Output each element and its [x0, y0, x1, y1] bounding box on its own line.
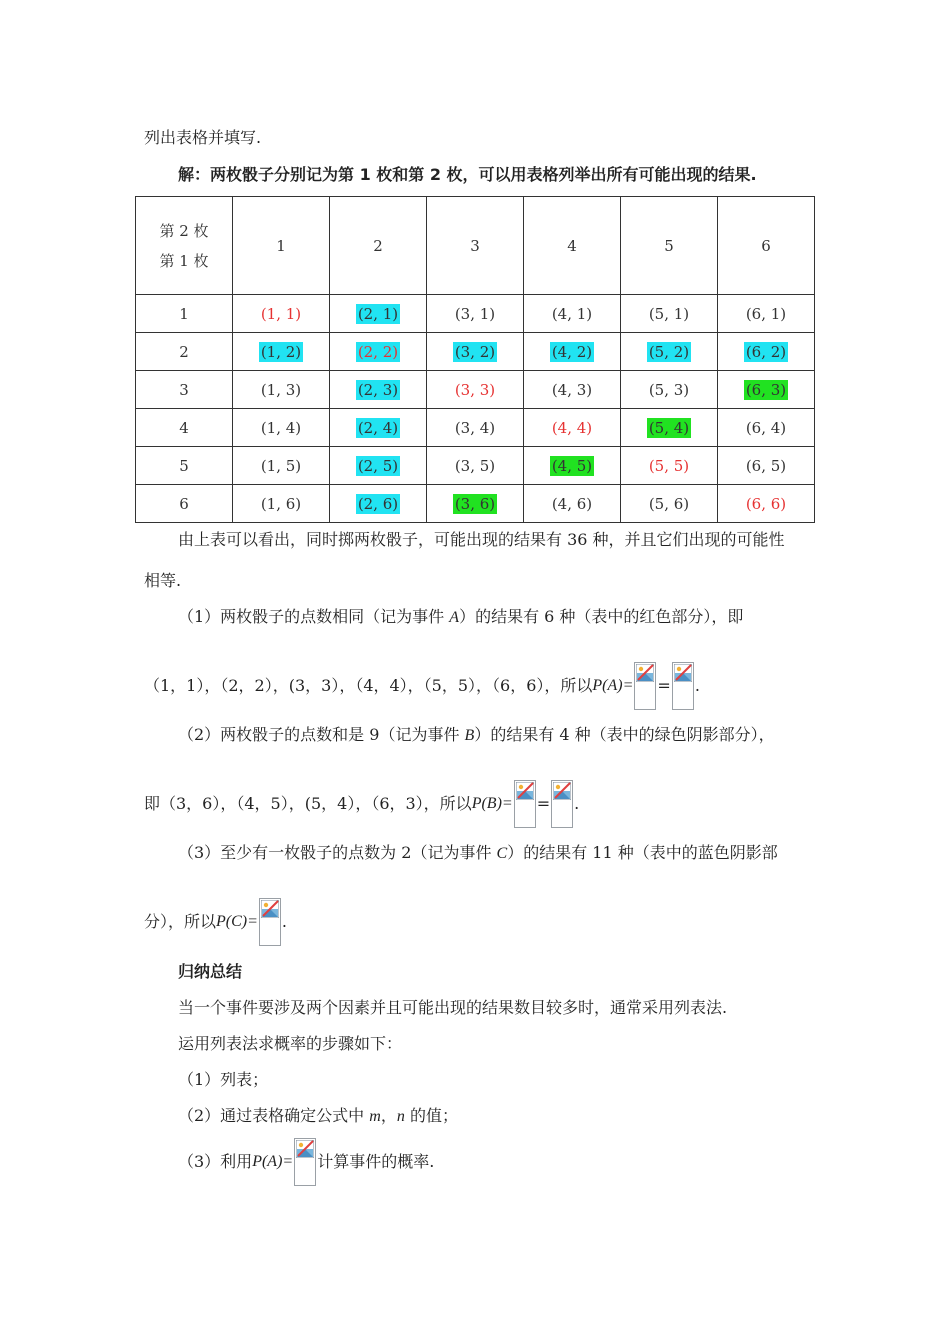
table-cell: (1, 5)	[233, 447, 330, 485]
outcome-cyan: (2, 4)	[357, 418, 399, 437]
q3-text-b: ）的结果有 11 种（表中的蓝色阴影部	[507, 843, 778, 862]
q3-event-var: C	[496, 845, 508, 862]
summary-text-1: 当一个事件要涉及两个因素并且可能出现的结果数目较多时，通常采用列表法.	[178, 998, 728, 1017]
row-header: 2	[136, 333, 233, 371]
table-row	[136, 295, 815, 333]
table-cell	[330, 485, 427, 523]
outcome-cyan: (2, 1)	[357, 304, 399, 323]
row-header: 3	[136, 371, 233, 409]
fraction-image-icon	[672, 662, 694, 710]
outcome-cyan-red: (2, 2)	[357, 342, 399, 361]
outcome-cyan: (5, 2)	[648, 342, 690, 361]
table-cell	[427, 371, 524, 409]
table-cell: (3, 1)	[427, 295, 524, 333]
outcome-cyan: (4, 2)	[551, 342, 593, 361]
table-cell: (1, 3)	[233, 371, 330, 409]
q2-outcomes-text: 即（3，6），（4，5），(5，4），（6，3），所以	[144, 794, 472, 813]
table-cell: (4, 3)	[524, 371, 621, 409]
step-2-text-a: （2）通过表格确定公式中	[178, 1106, 370, 1125]
table-cell	[330, 371, 427, 409]
outcome-cyan: (1, 2)	[260, 342, 302, 361]
row-header: 6	[136, 485, 233, 523]
q1-text-a: （1）两枚骰子的点数相同（记为事件	[178, 607, 450, 626]
var-m: m	[369, 1108, 381, 1125]
q1-outcomes-text: （1，1），（2，2），(3，3），（4，4），（5，5），（6，6），所以	[144, 676, 593, 695]
table-cell: (5, 1)	[621, 295, 718, 333]
q2-text-a: （2）两枚骰子的点数和是 9（记为事件	[178, 725, 465, 744]
table-cell	[718, 485, 815, 523]
period: .	[574, 794, 580, 813]
summary-text-2: 运用列表法求概率的步骤如下：	[178, 1034, 403, 1053]
paragraph-1-line-1: 由上表可以看出，同时掷两枚骰子，可能出现的结果有 36 种，并且它们出现的可能性	[178, 530, 785, 549]
table-row	[136, 485, 815, 523]
q3-line-2	[144, 898, 287, 946]
table-cell	[330, 295, 427, 333]
fraction-image-icon	[294, 1138, 316, 1186]
table-cell: (3, 5)	[427, 447, 524, 485]
equals-sign: =	[536, 794, 551, 813]
step-2-text-b: 的值；	[404, 1106, 458, 1125]
col-header: 2	[330, 197, 427, 295]
period: .	[694, 676, 700, 695]
q3-formula: P(C)=	[216, 913, 258, 930]
table-cell: (1, 6)	[233, 485, 330, 523]
row-header: 4	[136, 409, 233, 447]
table-corner-cell	[136, 197, 233, 295]
corner-label-second-die: 第 2 枚	[159, 221, 209, 240]
col-header: 6	[718, 197, 815, 295]
step-3-formula: P(A)=	[252, 1153, 294, 1170]
table-cell	[524, 409, 621, 447]
col-header: 4	[524, 197, 621, 295]
table-row	[136, 333, 815, 371]
outcome-cyan: (2, 5)	[357, 456, 399, 475]
var-n: n	[396, 1108, 405, 1125]
table-row	[136, 447, 815, 485]
outcome-cyan: (2, 3)	[357, 380, 399, 399]
corner-label-first-die: 第 1 枚	[159, 251, 209, 270]
q2-line-2	[144, 780, 579, 828]
q2-formula: P(B)=	[471, 795, 513, 812]
q2-event-var: B	[464, 727, 475, 744]
outcome-green: (5, 4)	[648, 418, 690, 437]
table-cell	[427, 333, 524, 371]
q2-text-b: ）的结果有 4 种（表中的绿色阴影部分），	[474, 725, 775, 744]
table-cell	[330, 409, 427, 447]
step-2	[178, 1106, 458, 1127]
table-cell	[330, 333, 427, 371]
col-header: 1	[233, 197, 330, 295]
q3-text: 分），所以	[144, 912, 217, 931]
intro-text: 列出表格并填写.	[144, 128, 262, 147]
table-cell: (5, 6)	[621, 485, 718, 523]
q1-event-var: A	[449, 609, 460, 626]
fraction-image-icon	[259, 898, 281, 946]
outcome-cyan: (3, 2)	[454, 342, 496, 361]
table-cell	[718, 333, 815, 371]
table-cell	[718, 371, 815, 409]
table-cell: (3, 4)	[427, 409, 524, 447]
table-cell	[524, 447, 621, 485]
table-cell	[621, 333, 718, 371]
row-header: 1	[136, 295, 233, 333]
paragraph-1-line-2: 相等.	[144, 571, 182, 590]
q1-formula: P(A)=	[592, 677, 634, 694]
col-header: 3	[427, 197, 524, 295]
outcome-green: (6, 3)	[745, 380, 787, 399]
table-cell: (6, 4)	[718, 409, 815, 447]
fraction-image-icon	[514, 780, 536, 828]
row-header: 5	[136, 447, 233, 485]
table-cell: (4, 1)	[524, 295, 621, 333]
outcome-red: (6, 6)	[745, 494, 787, 513]
step-3-text-b: 计算事件的概率.	[317, 1152, 435, 1171]
table-cell	[233, 295, 330, 333]
q3-line-1	[178, 843, 778, 864]
table-cell: (6, 1)	[718, 295, 815, 333]
table-cell	[427, 485, 524, 523]
fraction-image-icon	[634, 662, 656, 710]
fraction-image-icon	[551, 780, 573, 828]
outcome-red: (1, 1)	[260, 304, 302, 323]
table-cell	[621, 409, 718, 447]
q1-line-2	[144, 662, 700, 710]
period: .	[281, 912, 288, 931]
dice-outcome-table	[135, 196, 815, 523]
q1-line-1	[178, 607, 743, 628]
solution-line: 解：两枚骰子分别记为第 1 枚和第 2 枚，可以用表格列举出所有可能出现的结果.	[178, 165, 757, 184]
outcome-green: (3, 6)	[454, 494, 496, 513]
outcome-cyan: (6, 2)	[745, 342, 787, 361]
q3-text-a: （3）至少有一枚骰子的点数为 2（记为事件	[178, 843, 497, 862]
table-cell	[621, 447, 718, 485]
table-cell	[524, 333, 621, 371]
summary-title: 归纳总结	[178, 962, 243, 981]
table-header-row	[136, 197, 815, 295]
outcome-cyan: (2, 6)	[357, 494, 399, 513]
table-row	[136, 409, 815, 447]
step-1: （1）列表；	[178, 1070, 269, 1089]
q1-text-b: ）的结果有 6 种（表中的红色部分），即	[459, 607, 744, 626]
table-cell	[233, 333, 330, 371]
table-cell	[330, 447, 427, 485]
outcome-red: (3, 3)	[454, 380, 496, 399]
table-cell: (4, 6)	[524, 485, 621, 523]
step-3	[178, 1138, 434, 1186]
outcome-red: (4, 4)	[551, 418, 593, 437]
table-row	[136, 371, 815, 409]
outcome-green: (4, 5)	[551, 456, 593, 475]
step-3-text-a: （3）利用	[178, 1152, 253, 1171]
table-cell: (6, 5)	[718, 447, 815, 485]
outcome-red: (5, 5)	[648, 456, 690, 475]
equals-sign: =	[657, 676, 671, 695]
step-2-sep: ，	[380, 1106, 397, 1125]
table-cell: (1, 4)	[233, 409, 330, 447]
q2-line-1	[178, 725, 775, 746]
col-header: 5	[621, 197, 718, 295]
table-cell: (5, 3)	[621, 371, 718, 409]
